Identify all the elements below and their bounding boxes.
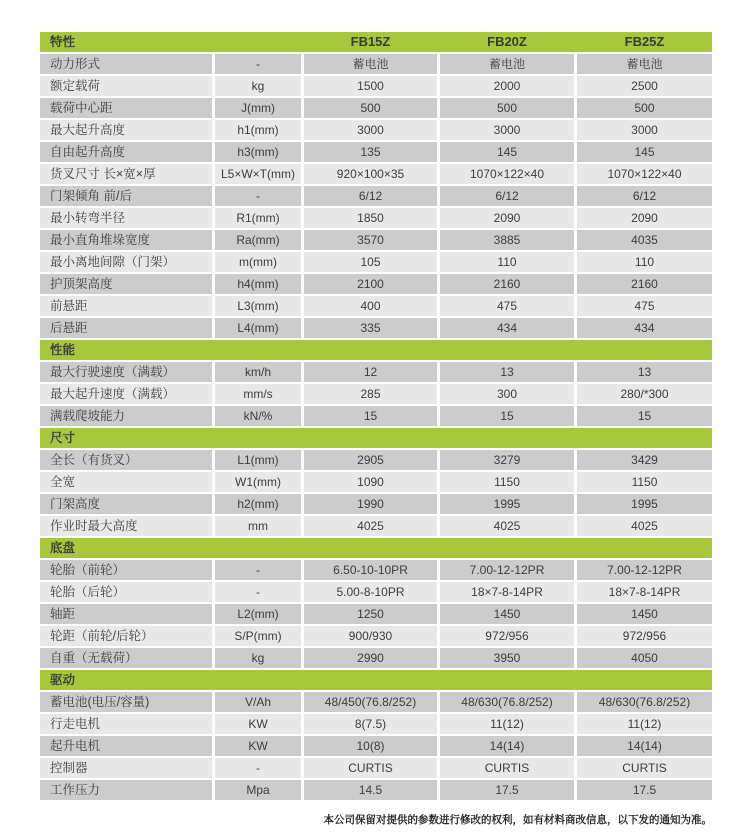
spec-table: [40, 32, 712, 802]
row-value-fb20z: 1995: [440, 494, 574, 514]
table-row: [40, 494, 712, 514]
table-row: [40, 604, 712, 624]
row-label: 全宽: [40, 472, 212, 492]
row-unit: -: [215, 560, 301, 580]
row-value-fb25z: 4035: [577, 230, 712, 250]
row-label: 轮距（前轮/后轮）: [40, 626, 212, 646]
table-row: [40, 274, 712, 294]
table-row: [40, 186, 712, 206]
table-row: [40, 582, 712, 602]
row-value-fb20z: 145: [440, 142, 574, 162]
row-label: 自由起升高度: [40, 142, 212, 162]
unit-column-header: [215, 32, 301, 52]
row-unit: Mpa: [215, 780, 301, 800]
row-unit: mm: [215, 516, 301, 536]
row-value-fb25z: CURTIS: [577, 758, 712, 778]
row-value-fb25z: 2090: [577, 208, 712, 228]
row-label: 蓄电池(电压/容量): [40, 692, 212, 712]
row-value-fb20z: 4025: [440, 516, 574, 536]
row-value-fb20z: 蓄电池: [440, 54, 574, 74]
table-row: [40, 516, 712, 536]
table-row: [40, 692, 712, 712]
table-row: [40, 318, 712, 338]
row-label: 门架高度: [40, 494, 212, 514]
table-row: [40, 98, 712, 118]
row-unit: S/P(mm): [215, 626, 301, 646]
row-value-fb15z: 3570: [304, 230, 437, 250]
table-row: [40, 450, 712, 470]
row-unit: KW: [215, 736, 301, 756]
row-value-fb15z: 2905: [304, 450, 437, 470]
row-label: 轮胎（后轮）: [40, 582, 212, 602]
row-label: 满载爬坡能力: [40, 406, 212, 426]
row-unit: kg: [215, 648, 301, 668]
row-unit: h1(mm): [215, 120, 301, 140]
row-value-fb15z: 1250: [304, 604, 437, 624]
row-value-fb20z: 48/630(76.8/252): [440, 692, 574, 712]
row-value-fb25z: 13: [577, 362, 712, 382]
row-value-fb20z: 6/12: [440, 186, 574, 206]
row-label: 最小直角堆垛宽度: [40, 230, 212, 250]
row-unit: L4(mm): [215, 318, 301, 338]
row-unit: h3(mm): [215, 142, 301, 162]
row-label: 前悬距: [40, 296, 212, 316]
model-header-fb20z: FB20Z: [487, 34, 527, 49]
row-label: 轴距: [40, 604, 212, 624]
row-value-fb15z: 48/450(76.8/252): [304, 692, 437, 712]
row-unit: h2(mm): [215, 494, 301, 514]
table-row: [40, 472, 712, 492]
table-row: [40, 362, 712, 382]
row-value-fb15z: 10(8): [304, 736, 437, 756]
row-value-fb15z: 2100: [304, 274, 437, 294]
row-value-fb15z: 1990: [304, 494, 437, 514]
table-row: [40, 714, 712, 734]
row-unit: -: [215, 186, 301, 206]
row-value-fb20z: 3950: [440, 648, 574, 668]
table-row: [40, 208, 712, 228]
row-value-fb15z: 15: [304, 406, 437, 426]
row-value-fb15z: 135: [304, 142, 437, 162]
row-label: 动力形式: [40, 54, 212, 74]
row-label: 行走电机: [40, 714, 212, 734]
table-row: [40, 296, 712, 316]
row-value-fb20z: CURTIS: [440, 758, 574, 778]
row-value-fb25z: 1070×122×40: [577, 164, 712, 184]
table-row: [40, 120, 712, 140]
table-row: [40, 560, 712, 580]
section-bar: 驱动: [40, 670, 712, 690]
row-value-fb25z: 4050: [577, 648, 712, 668]
row-value-fb25z: 2500: [577, 76, 712, 96]
row-label: 作业时最大高度: [40, 516, 212, 536]
row-value-fb25z: 280/*300: [577, 384, 712, 404]
table-row: [40, 406, 712, 426]
row-unit: KW: [215, 714, 301, 734]
table-row: [40, 384, 712, 404]
row-value-fb25z: 蓄电池: [577, 54, 712, 74]
row-unit: mm/s: [215, 384, 301, 404]
row-value-fb25z: 48/630(76.8/252): [577, 692, 712, 712]
row-value-fb20z: 18×7-8-14PR: [440, 582, 574, 602]
row-unit: V/Ah: [215, 692, 301, 712]
row-value-fb15z: 蓄电池: [304, 54, 437, 74]
model-header-fb15z: FB15Z: [350, 34, 391, 49]
row-label: 货叉尺寸 长×宽×厚: [40, 164, 212, 184]
row-label: 最大行驶速度（满载）: [40, 362, 212, 382]
row-value-fb25z: 14(14): [577, 736, 712, 756]
row-value-fb15z: 14.5: [304, 780, 437, 800]
row-value-fb25z: 18×7-8-14PR: [577, 582, 712, 602]
row-label: 后悬距: [40, 318, 212, 338]
row-value-fb25z: 972/956: [577, 626, 712, 646]
row-value-fb25z: 4025: [577, 516, 712, 536]
row-value-fb20z: 972/956: [440, 626, 574, 646]
row-unit: kg: [215, 76, 301, 96]
row-value-fb15z: 6/12: [304, 186, 437, 206]
row-label: 最大起升高度: [40, 120, 212, 140]
row-value-fb25z: 1150: [577, 472, 712, 492]
row-value-fb20z: 1070×122×40: [440, 164, 574, 184]
row-label: 全长（有货叉）: [40, 450, 212, 470]
row-value-fb20z: 11(12): [440, 714, 574, 734]
row-label: 控制器: [40, 758, 212, 778]
row-unit: km/h: [215, 362, 301, 382]
table-row: [40, 758, 712, 778]
row-label: 护顶架高度: [40, 274, 212, 294]
row-unit: L5×W×T(mm): [215, 164, 301, 184]
row-value-fb25z: 1450: [577, 604, 712, 624]
row-unit: m(mm): [215, 252, 301, 272]
table-row: [40, 230, 712, 250]
row-value-fb15z: 1850: [304, 208, 437, 228]
row-value-fb15z: 3000: [304, 120, 437, 140]
row-value-fb15z: 920×100×35: [304, 164, 437, 184]
row-value-fb20z: 2000: [440, 76, 574, 96]
table-body: [40, 54, 712, 800]
row-label: 最小离地间隙（门架）: [40, 252, 212, 272]
row-value-fb20z: 475: [440, 296, 574, 316]
row-value-fb20z: 3885: [440, 230, 574, 250]
row-value-fb25z: 2160: [577, 274, 712, 294]
row-label: 最大起升速度（满载）: [40, 384, 212, 404]
row-value-fb15z: 335: [304, 318, 437, 338]
model-header-fb25z: FB25Z: [624, 34, 665, 49]
row-unit: J(mm): [215, 98, 301, 118]
row-value-fb25z: 145: [577, 142, 712, 162]
row-unit: L2(mm): [215, 604, 301, 624]
row-value-fb25z: 3429: [577, 450, 712, 470]
footer-note: 本公司保留对提供的参数进行修改的权利，如有材料商改信息，以下发的通知为准。: [323, 814, 712, 826]
row-value-fb20z: 2090: [440, 208, 574, 228]
feature-column-header: 特性: [50, 35, 76, 49]
table-row: [40, 164, 712, 184]
table-row: [40, 76, 712, 96]
row-unit: W1(mm): [215, 472, 301, 492]
row-value-fb15z: 1090: [304, 472, 437, 492]
row-value-fb20z: 110: [440, 252, 574, 272]
row-value-fb25z: 500: [577, 98, 712, 118]
table-row: [40, 54, 712, 74]
row-label: 载荷中心距: [40, 98, 212, 118]
row-value-fb25z: 6/12: [577, 186, 712, 206]
row-value-fb15z: 6.50-10-10PR: [304, 560, 437, 580]
row-value-fb15z: 105: [304, 252, 437, 272]
row-value-fb25z: 11(12): [577, 714, 712, 734]
row-label: 轮胎（前轮）: [40, 560, 212, 580]
row-unit: L1(mm): [215, 450, 301, 470]
table-row: [40, 648, 712, 668]
table-row: [40, 626, 712, 646]
section-bar: 尺寸: [40, 428, 712, 448]
row-value-fb15z: 500: [304, 98, 437, 118]
row-unit: L3(mm): [215, 296, 301, 316]
row-value-fb25z: 17.5: [577, 780, 712, 800]
row-value-fb15z: 400: [304, 296, 437, 316]
row-unit: kN/%: [215, 406, 301, 426]
row-unit: h4(mm): [215, 274, 301, 294]
table-header-row: [40, 32, 712, 52]
row-value-fb20z: 500: [440, 98, 574, 118]
row-value-fb20z: 2160: [440, 274, 574, 294]
row-value-fb15z: 2990: [304, 648, 437, 668]
row-value-fb20z: 1150: [440, 472, 574, 492]
row-label: 起升电机: [40, 736, 212, 756]
row-label: 自重（无载荷）: [40, 648, 212, 668]
row-label: 额定载荷: [40, 76, 212, 96]
row-unit: -: [215, 758, 301, 778]
row-value-fb20z: 1450: [440, 604, 574, 624]
row-unit: -: [215, 54, 301, 74]
row-value-fb15z: 12: [304, 362, 437, 382]
row-value-fb15z: 5.00-8-10PR: [304, 582, 437, 602]
row-unit: R1(mm): [215, 208, 301, 228]
row-label: 工作压力: [40, 780, 212, 800]
row-label: 门架倾角 前/后: [40, 186, 212, 206]
row-value-fb25z: 7.00-12-12PR: [577, 560, 712, 580]
row-unit: -: [215, 582, 301, 602]
section-bar: 底盘: [40, 538, 712, 558]
row-value-fb20z: 15: [440, 406, 574, 426]
row-value-fb15z: 900/930: [304, 626, 437, 646]
row-value-fb15z: CURTIS: [304, 758, 437, 778]
table-row: [40, 142, 712, 162]
row-value-fb20z: 14(14): [440, 736, 574, 756]
row-value-fb15z: 1500: [304, 76, 437, 96]
section-bar: 性能: [40, 340, 712, 360]
row-value-fb25z: 475: [577, 296, 712, 316]
row-value-fb20z: 3279: [440, 450, 574, 470]
table-row: [40, 736, 712, 756]
row-value-fb20z: 3000: [440, 120, 574, 140]
row-value-fb25z: 434: [577, 318, 712, 338]
row-value-fb25z: 15: [577, 406, 712, 426]
row-value-fb15z: 8(7.5): [304, 714, 437, 734]
table-row: [40, 780, 712, 800]
row-value-fb20z: 300: [440, 384, 574, 404]
row-value-fb25z: 1995: [577, 494, 712, 514]
row-label: 最小转弯半径: [40, 208, 212, 228]
row-value-fb20z: 17.5: [440, 780, 574, 800]
table-row: [40, 252, 712, 272]
row-value-fb20z: 13: [440, 362, 574, 382]
row-value-fb25z: 110: [577, 252, 712, 272]
row-unit: Ra(mm): [215, 230, 301, 250]
row-value-fb20z: 434: [440, 318, 574, 338]
row-value-fb15z: 4025: [304, 516, 437, 536]
row-value-fb20z: 7.00-12-12PR: [440, 560, 574, 580]
row-value-fb25z: 3000: [577, 120, 712, 140]
row-value-fb15z: 285: [304, 384, 437, 404]
